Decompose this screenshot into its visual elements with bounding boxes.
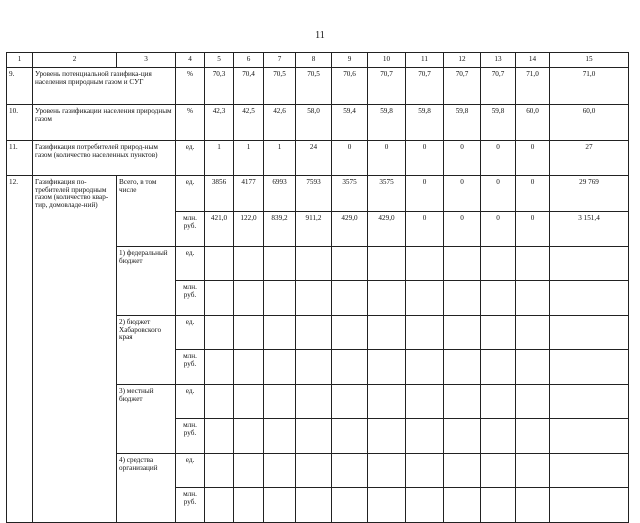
value-cell: [368, 247, 406, 281]
value-cell: 0: [406, 141, 444, 176]
value-cell: [444, 454, 481, 488]
value-cell: [368, 385, 406, 419]
value-cell: [234, 488, 264, 523]
value-cell: 0: [332, 141, 368, 176]
value-cell: [516, 350, 550, 385]
value-cell: 59,8: [444, 105, 481, 141]
total-cell: [550, 488, 629, 523]
header-cell: 9: [332, 53, 368, 68]
header-row: [7, 53, 629, 68]
value-cell: [264, 488, 296, 523]
table-row: [7, 105, 629, 141]
header-cell: 3: [117, 53, 176, 68]
value-cell: [406, 281, 444, 316]
row-number: 10.: [7, 105, 33, 141]
value-cell: [264, 454, 296, 488]
row-number: 12.: [7, 176, 33, 523]
value-cell: [332, 385, 368, 419]
table-row: [7, 176, 629, 212]
value-cell: [205, 454, 234, 488]
value-cell: [516, 488, 550, 523]
indicators-table: [6, 52, 629, 523]
total-cell: 60,0: [550, 105, 629, 141]
value-cell: 1: [234, 141, 264, 176]
value-cell: [481, 488, 516, 523]
value-cell: 429,0: [368, 212, 406, 247]
value-cell: [406, 316, 444, 350]
value-cell: [332, 316, 368, 350]
value-cell: [444, 281, 481, 316]
value-cell: [406, 385, 444, 419]
total-cell: [550, 281, 629, 316]
unit-cell: ед.: [176, 141, 205, 176]
value-cell: 0: [481, 212, 516, 247]
unit-cell: ед.: [176, 247, 205, 281]
value-cell: 429,0: [332, 212, 368, 247]
unit-cell: ед.: [176, 316, 205, 350]
value-cell: [205, 316, 234, 350]
value-cell: 58,0: [296, 105, 332, 141]
value-cell: [444, 488, 481, 523]
value-cell: [444, 316, 481, 350]
value-cell: [234, 454, 264, 488]
value-cell: 70,7: [368, 68, 406, 105]
unit-cell: млн. руб.: [176, 488, 205, 523]
indicator-name: Уровень газификации населения природным газом: [33, 105, 176, 141]
value-cell: [264, 385, 296, 419]
value-cell: [406, 350, 444, 385]
total-cell: [550, 247, 629, 281]
total-cell: [550, 419, 629, 454]
value-cell: [406, 419, 444, 454]
value-cell: [205, 385, 234, 419]
funding-source-label: 3) местный бюджет: [117, 385, 176, 454]
value-cell: 6993: [264, 176, 296, 212]
value-cell: [444, 247, 481, 281]
value-cell: [368, 281, 406, 316]
value-cell: [481, 454, 516, 488]
value-cell: 122,0: [234, 212, 264, 247]
value-cell: 71,0: [516, 68, 550, 105]
value-cell: [516, 419, 550, 454]
value-cell: 0: [481, 141, 516, 176]
total-cell: [550, 454, 629, 488]
value-cell: [264, 247, 296, 281]
value-cell: [368, 419, 406, 454]
value-cell: 24: [296, 141, 332, 176]
header-cell: 14: [516, 53, 550, 68]
value-cell: 0: [368, 141, 406, 176]
value-cell: 59,4: [332, 105, 368, 141]
value-cell: 4177: [234, 176, 264, 212]
value-cell: 421,0: [205, 212, 234, 247]
value-cell: [264, 281, 296, 316]
value-cell: [444, 419, 481, 454]
value-cell: 0: [406, 176, 444, 212]
unit-cell: %: [176, 68, 205, 105]
value-cell: [296, 316, 332, 350]
value-cell: 3575: [332, 176, 368, 212]
value-cell: [516, 316, 550, 350]
value-cell: [516, 281, 550, 316]
value-cell: 60,0: [516, 105, 550, 141]
value-cell: [205, 247, 234, 281]
value-cell: 70,4: [234, 68, 264, 105]
value-cell: [234, 385, 264, 419]
value-cell: [205, 488, 234, 523]
unit-cell: ед.: [176, 454, 205, 488]
value-cell: [296, 488, 332, 523]
unit-cell: млн. руб.: [176, 350, 205, 385]
value-cell: [264, 350, 296, 385]
unit-cell: ед.: [176, 385, 205, 419]
value-cell: 1: [264, 141, 296, 176]
value-cell: 839,2: [264, 212, 296, 247]
value-cell: [296, 281, 332, 316]
value-cell: [406, 247, 444, 281]
total-cell: 29 769: [550, 176, 629, 212]
value-cell: 59,8: [481, 105, 516, 141]
funding-source-label: Всего, в том числе: [117, 176, 176, 247]
total-cell: 27: [550, 141, 629, 176]
page-number: 11: [315, 30, 325, 41]
value-cell: 70,5: [264, 68, 296, 105]
header-cell: 6: [234, 53, 264, 68]
value-cell: [296, 247, 332, 281]
value-cell: 70,7: [444, 68, 481, 105]
value-cell: [444, 385, 481, 419]
value-cell: [296, 385, 332, 419]
value-cell: 42,3: [205, 105, 234, 141]
indicator-name: Газификация по-требителей природным газом (количество квар-тир, домовладе-ний): [33, 176, 117, 523]
value-cell: [481, 316, 516, 350]
value-cell: [234, 281, 264, 316]
funding-source-label: 1) федеральный бюджет: [117, 247, 176, 316]
value-cell: [481, 419, 516, 454]
unit-cell: %: [176, 105, 205, 141]
value-cell: 7593: [296, 176, 332, 212]
value-cell: 70,7: [481, 68, 516, 105]
unit-cell: млн. руб.: [176, 281, 205, 316]
value-cell: [368, 454, 406, 488]
value-cell: [296, 454, 332, 488]
value-cell: [368, 316, 406, 350]
value-cell: 3856: [205, 176, 234, 212]
row-number: 9.: [7, 68, 33, 105]
unit-cell: млн. руб.: [176, 419, 205, 454]
value-cell: 0: [481, 176, 516, 212]
value-cell: [516, 385, 550, 419]
value-cell: [205, 350, 234, 385]
value-cell: [516, 247, 550, 281]
value-cell: [368, 350, 406, 385]
value-cell: [516, 454, 550, 488]
indicator-name: Газификация потребителей природ-ным газом (количество населенных пунктов): [33, 141, 176, 176]
value-cell: [234, 350, 264, 385]
value-cell: [332, 281, 368, 316]
header-cell: 4: [176, 53, 205, 68]
total-cell: 3 151,4: [550, 212, 629, 247]
value-cell: [368, 488, 406, 523]
value-cell: 70,6: [332, 68, 368, 105]
total-cell: [550, 316, 629, 350]
row-number: 11.: [7, 141, 33, 176]
header-cell: 1: [7, 53, 33, 68]
value-cell: 70,5: [296, 68, 332, 105]
value-cell: [332, 454, 368, 488]
value-cell: [406, 454, 444, 488]
value-cell: [481, 247, 516, 281]
value-cell: [296, 350, 332, 385]
value-cell: [481, 281, 516, 316]
total-cell: [550, 385, 629, 419]
header-cell: 2: [33, 53, 117, 68]
value-cell: [332, 488, 368, 523]
value-cell: [332, 247, 368, 281]
value-cell: 911,2: [296, 212, 332, 247]
value-cell: [234, 419, 264, 454]
value-cell: [481, 350, 516, 385]
value-cell: [296, 419, 332, 454]
value-cell: 0: [444, 141, 481, 176]
value-cell: 3575: [368, 176, 406, 212]
unit-cell: ед.: [176, 176, 205, 212]
value-cell: 0: [444, 212, 481, 247]
value-cell: [332, 350, 368, 385]
indicator-name: Уровень потенциальной газифика-ция населения природным газом и СУГ: [33, 68, 176, 105]
value-cell: 42,6: [264, 105, 296, 141]
value-cell: [264, 419, 296, 454]
total-cell: 71,0: [550, 68, 629, 105]
header-cell: 12: [444, 53, 481, 68]
value-cell: [332, 419, 368, 454]
value-cell: 70,3: [205, 68, 234, 105]
value-cell: 0: [516, 141, 550, 176]
value-cell: 0: [516, 212, 550, 247]
value-cell: 42,5: [234, 105, 264, 141]
table-row: [7, 68, 629, 105]
value-cell: [406, 488, 444, 523]
value-cell: [264, 316, 296, 350]
value-cell: [205, 281, 234, 316]
total-cell: [550, 350, 629, 385]
value-cell: 1: [205, 141, 234, 176]
header-cell: 13: [481, 53, 516, 68]
header-cell: 11: [406, 53, 444, 68]
unit-cell: млн. руб.: [176, 212, 205, 247]
value-cell: [481, 385, 516, 419]
value-cell: [444, 350, 481, 385]
table-row: [7, 141, 629, 176]
value-cell: 70,7: [406, 68, 444, 105]
header-cell: 5: [205, 53, 234, 68]
value-cell: [234, 247, 264, 281]
header-cell: 15: [550, 53, 629, 68]
header-cell: 8: [296, 53, 332, 68]
value-cell: 0: [444, 176, 481, 212]
value-cell: [205, 419, 234, 454]
value-cell: 0: [406, 212, 444, 247]
funding-source-label: 4) средства организаций: [117, 454, 176, 523]
funding-source-label: 2) бюджет Хабаровского края: [117, 316, 176, 385]
value-cell: [234, 316, 264, 350]
value-cell: 0: [516, 176, 550, 212]
value-cell: 59,8: [406, 105, 444, 141]
value-cell: 59,8: [368, 105, 406, 141]
header-cell: 7: [264, 53, 296, 68]
header-cell: 10: [368, 53, 406, 68]
